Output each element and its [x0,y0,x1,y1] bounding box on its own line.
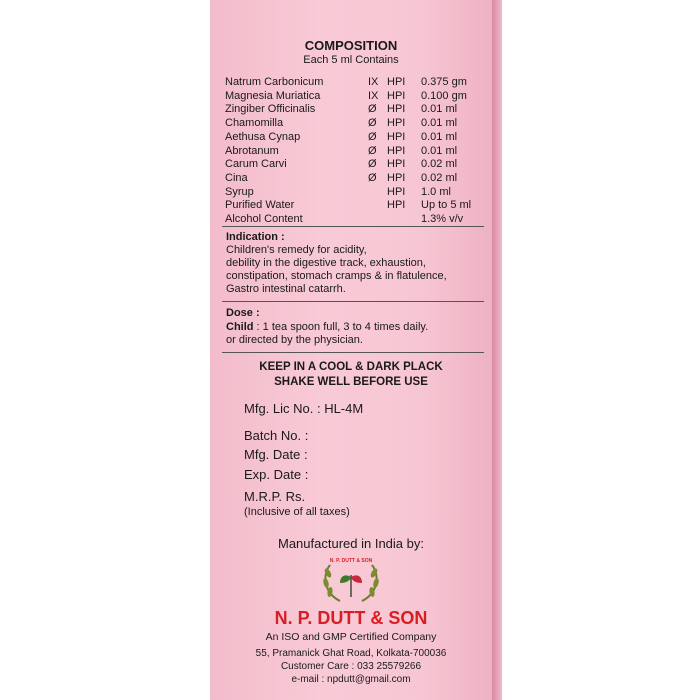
certification-note: An ISO and GMP Certified Company [265,631,437,643]
ingredient-scale: HPI [387,171,406,184]
mfg-date: Mfg. Date : [244,447,308,462]
ingredient-name: Natrum Carbonicum [225,76,324,88]
ingredient-potency: Ø [368,130,377,143]
ingredient-row [225,117,483,131]
ingredient-row [225,199,483,213]
divider-1 [222,226,484,227]
ingredient-name: Aethusa Cynap [225,130,301,143]
logo-text: N. P. DUTT & SON [329,558,373,564]
ingredient-row [225,90,483,104]
ingredient-scale: HPI [387,76,406,88]
divider-3 [222,352,484,353]
customer-care: Customer Care : 033 25579266 [280,661,422,672]
indication-line-1: Children's remedy for acidity, [226,244,367,256]
composition-subtitle: Each 5 ml Contains [303,54,399,66]
dose-heading: Dose : [226,307,260,319]
company-address: 55, Pramanick Ghat Road, Kolkata-700036 [255,648,447,659]
exp-date: Exp. Date : [244,467,309,482]
ingredient-scale: HPI [387,199,406,212]
ingredient-name: Alcohol Content [225,213,303,225]
dose-child-label: Child [226,321,254,333]
ingredient-scale: HPI [387,117,406,130]
indication-line-4: Gastro intestinal catarrh. [226,283,346,295]
ingredient-scale: HPI [387,144,406,157]
ingredient-row [225,145,483,159]
ingredient-scale: HPI [387,158,406,171]
batch-number: Batch No. : [244,428,309,443]
ingredient-quantity: 0.02 ml [421,171,458,184]
ingredient-potency: Ø [368,103,377,116]
ingredient-potency: IX [368,89,379,102]
ingredient-scale: HPI [387,89,406,102]
ingredient-quantity: 0.01 ml [421,144,458,157]
ingredient-name: Syrup [225,185,254,198]
ingredient-row [225,186,483,200]
ingredient-quantity: 0.01 ml [421,130,458,143]
ingredient-potency: Ø [368,171,377,184]
storage-line-1: KEEP IN A COOL & DARK PLACK [259,361,443,373]
ingredient-name: Purified Water [225,199,295,212]
ingredient-potency: Ø [368,117,377,130]
ingredient-quantity: 1.0 ml [421,185,451,198]
dose-line-2: or directed by the physician. [226,334,363,346]
ingredient-scale: HPI [387,103,406,116]
mrp: M.R.P. Rs. [244,489,306,504]
dose-child-text: : 1 tea spoon full, 3 to 4 times daily. [253,321,429,333]
ingredient-row [225,172,483,186]
ingredient-potency: IX [368,76,379,88]
ingredient-name: Zingiber Officinalis [225,103,316,116]
box-side-edge [492,0,502,700]
ingredient-name: Chamomilla [225,117,284,130]
ingredient-row [225,131,483,145]
ingredient-name: Cina [225,171,248,184]
ingredient-scale: HPI [387,130,406,143]
ingredient-quantity: 0.01 ml [421,103,458,116]
ingredient-row [225,213,483,227]
dose-line-1 [226,321,428,333]
storage-line-2: SHAKE WELL BEFORE USE [274,376,428,388]
ingredient-quantity: Up to 5 ml [421,199,472,212]
ingredient-scale: HPI [387,185,406,198]
ingredient-row [225,76,483,90]
ingredient-potency: Ø [368,158,377,171]
ingredient-quantity: 0.100 gm [421,89,467,102]
indication-heading: Indication : [226,231,285,243]
company-email: e-mail : npdutt@gmail.com [291,674,411,685]
ingredient-row [225,103,483,117]
company-logo [318,555,384,605]
composition-title: COMPOSITION [304,38,398,53]
ingredient-row [225,158,483,172]
manufactured-in: Manufactured in India by: [278,536,424,551]
company-name: N. P. DUTT & SON [274,608,428,628]
ingredient-quantity: 0.375 gm [421,76,467,88]
ingredient-quantity: 0.02 ml [421,158,458,171]
indication-line-3: constipation, stomach cramps & in flatulence, [226,270,447,282]
mfg-license: Mfg. Lic No. : HL-4M [244,401,364,416]
tax-note: (Inclusive of all taxes) [244,506,350,518]
ingredient-name: Abrotanum [225,144,279,157]
indication-line-2: debility in the digestive track, exhaustion, [226,257,426,269]
ingredient-quantity: 1.3% v/v [421,213,464,225]
ingredient-quantity: 0.01 ml [421,117,458,130]
ingredient-name: Carum Carvi [225,158,287,171]
ingredient-potency: Ø [368,144,377,157]
divider-2 [222,301,484,302]
ingredient-name: Magnesia Muriatica [225,89,321,102]
